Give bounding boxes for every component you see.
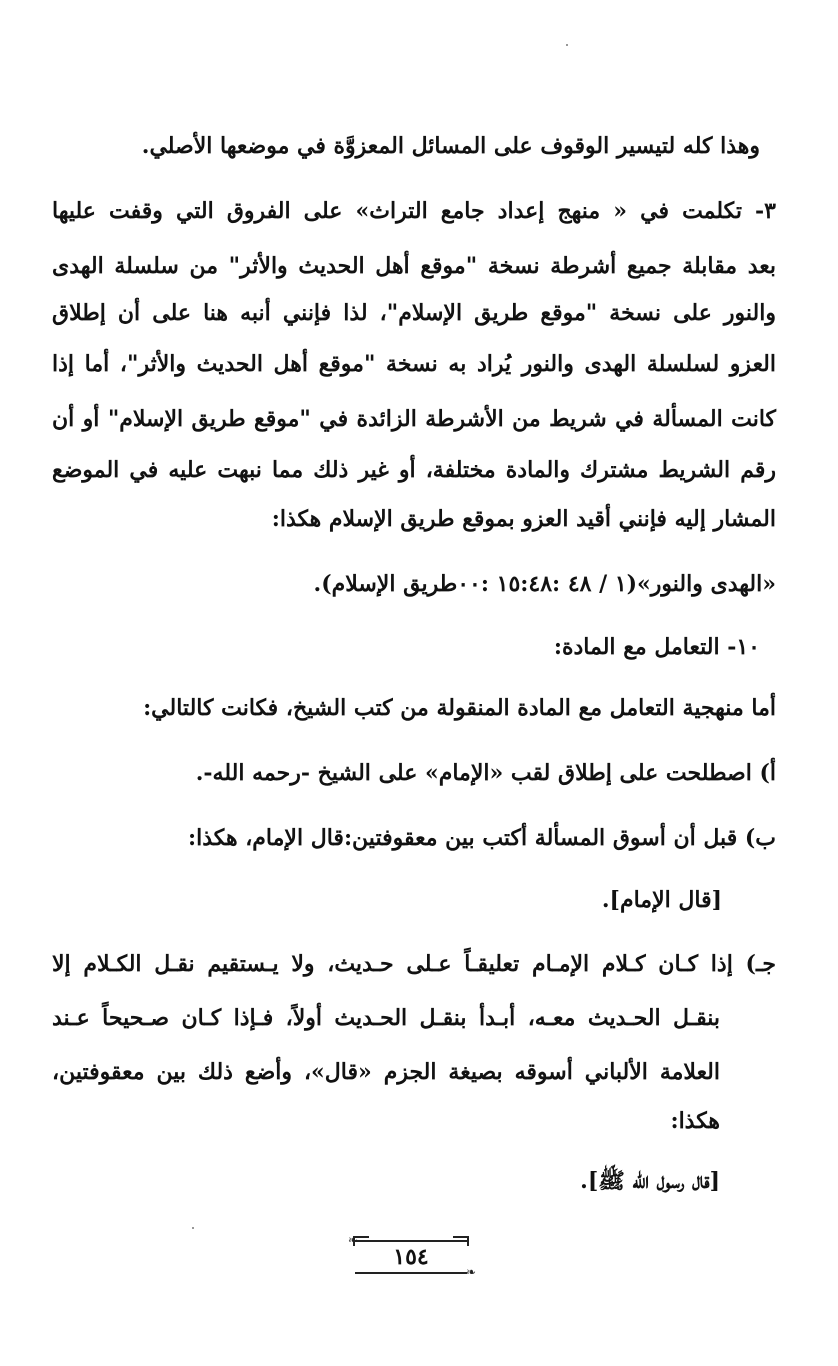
paragraph-line: كانت المسألة في شريط من الأشرطة الزائدة في "موقع طريق الإسلام" أو أن <box>52 406 776 432</box>
speck <box>566 44 568 46</box>
paragraph-line: بعد مقابلة جميع أشرطة نسخة "موقع أهل الحديث والأثر" من سلسلة الهدى <box>52 253 776 279</box>
bracket-example: [قال رسول الله ﷺ]. <box>580 1168 720 1194</box>
paragraph-line: والنور على نسخة "موقع طريق الإسلام"، لذا فإنني أنبه هنا على أن إطلاق <box>52 300 776 326</box>
paragraph-line: ٣- تكلمت في « منهج إعداد جامع التراث» على الفروق التي وقفت عليها <box>52 198 776 224</box>
list-item: ب) قبل أن أسوق المسألة أكتب بين معقوفتين:قال الإمام، هكذا: <box>188 825 776 851</box>
list-item: جـ) إذا كـان كـلام الإمـام تعليقـاً عـلى حـديث، ولا يـستقيم نقـل الكـلام إلا <box>52 951 776 977</box>
paragraph-line: رقم الشريط مشترك والمادة مختلفة، أو غير ذلك مما نبهت عليه في الموضع <box>52 457 776 483</box>
bracket-example: [قال الإمام]. <box>601 887 722 913</box>
paragraph-line: هكذا: <box>670 1108 720 1134</box>
ornament-icon: ❧ <box>465 1265 476 1279</box>
speck <box>192 1227 194 1229</box>
paragraph-line: بنقـل الحـديث معـه، أبـدأ بنقـل الحـديث أولاً، فـإذا كـان صـحيحاً عـند <box>52 1005 720 1031</box>
paragraph-line: وهذا كله لتيسير الوقوف على المسائل المعزوَّة في موضعها الأصلي. <box>141 133 760 159</box>
paragraph-line: المشار إليه فإنني أقيد العزو بموقع طريق الإسلام هكذا: <box>271 506 776 532</box>
page-number-frame <box>355 1240 467 1274</box>
list-item: أ) اصطلحت على إطلاق لقب «الإمام» على الشيخ -رحمه الله-. <box>195 760 776 786</box>
ornament-icon: ❧ <box>348 1233 359 1247</box>
paragraph-line: العزو لسلسلة الهدى والنور يُراد به نسخة "موقع أهل الحديث والأثر"، أما إذا <box>52 351 776 377</box>
page-number: ١٥٤ <box>393 1244 429 1270</box>
paragraph-line: أما منهجية التعامل مع المادة المنقولة من كتب الشيخ، فكانت كالتالي: <box>143 695 776 721</box>
section-heading: ١٠- التعامل مع المادة: <box>553 634 760 660</box>
citation-example: «الهدى والنور»(١ / ٤٨ :١٥:٤٨ :٠٠طريق الإسلام). <box>313 571 776 597</box>
paragraph-line: العلامة الألباني أسوقه بصيغة الجزم «قال»، وأضع ذلك بين معقوفتين، <box>52 1059 720 1085</box>
